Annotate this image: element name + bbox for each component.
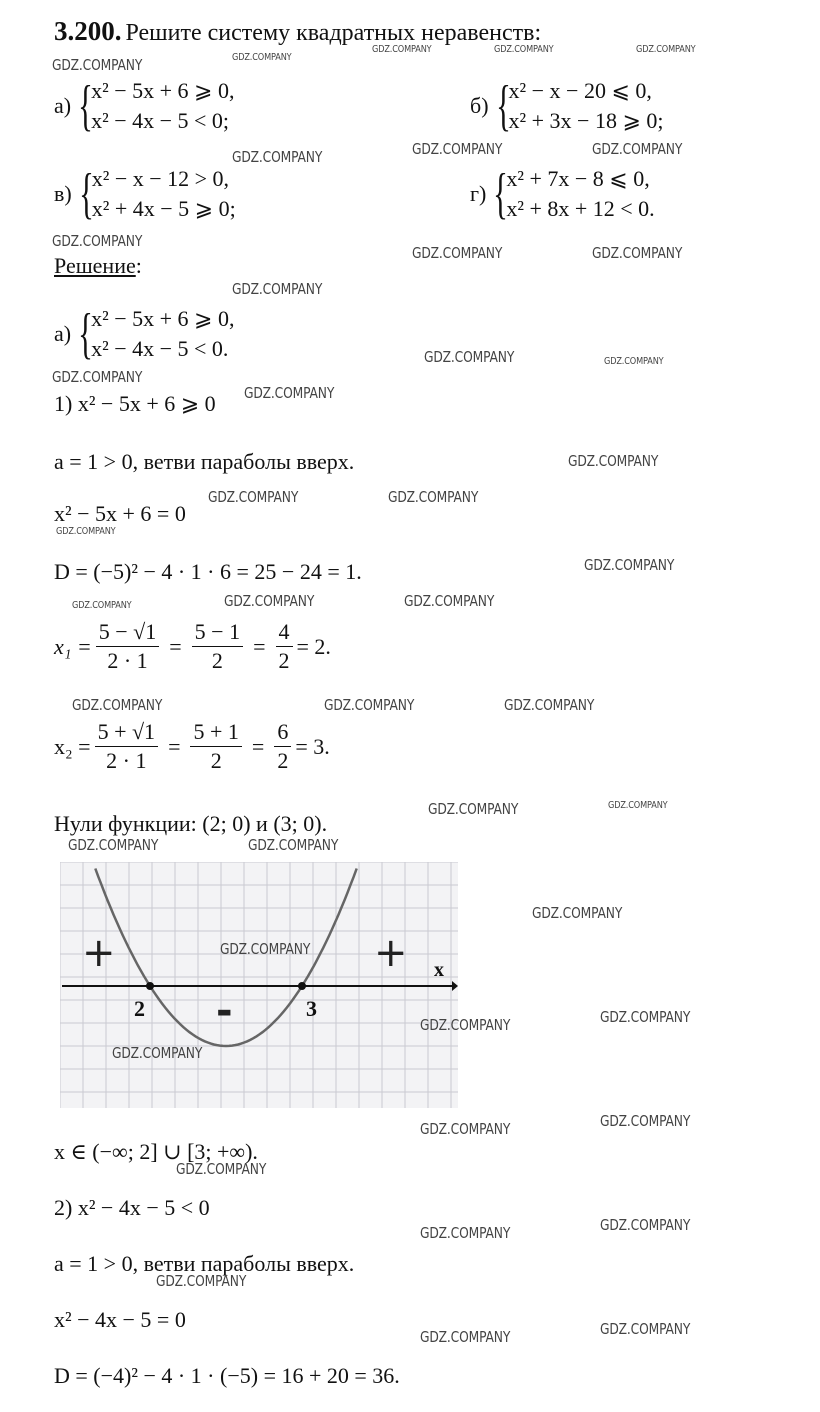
system-label: а) xyxy=(54,321,72,346)
watermark: GDZ.COMPANY xyxy=(52,368,143,386)
watermark: GDZ.COMPANY xyxy=(584,556,675,574)
task-header xyxy=(54,16,541,47)
system-line: x² − x − 12 > 0, xyxy=(91,166,230,191)
watermark: GDZ.COMPANY xyxy=(244,384,335,402)
watermark: GDZ.COMPANY xyxy=(72,696,163,714)
minus-sign: - xyxy=(216,988,233,1034)
watermark: GDZ.COMPANY xyxy=(388,488,479,506)
watermark: GDZ.COMPANY xyxy=(208,488,299,506)
leading-coefficient-line: a = 1 > 0, ветви параболы вверх. xyxy=(54,449,355,474)
watermark: GDZ.COMPANY xyxy=(420,1120,511,1138)
function-zeros: Нули функции: (2; 0) и (3; 0). xyxy=(54,811,328,836)
fraction: $\frac{5 + 1}{2}$ xyxy=(190,718,241,775)
watermark: GDZ.COMPANY xyxy=(404,592,495,610)
watermark: GDZ.COMPANY xyxy=(324,696,415,714)
watermark: GDZ.COMPANY xyxy=(372,44,432,55)
system-line: x² + 8x + 12 < 0. xyxy=(506,196,655,221)
watermark: GDZ.COMPANY xyxy=(412,244,503,262)
fraction: $\frac{5 + √1}{2 \cdot 1}$ xyxy=(95,718,158,775)
watermark: GDZ.COMPANY xyxy=(494,44,554,55)
system-line: x² − 4x − 5 < 0; xyxy=(91,108,230,133)
system-line: x² − x − 20 ⩽ 0, xyxy=(508,78,652,103)
parabola-graph xyxy=(60,862,458,1108)
watermark: GDZ.COMPANY xyxy=(600,1112,691,1130)
watermark: GDZ.COMPANY xyxy=(248,836,339,854)
root-point-2 xyxy=(146,982,154,990)
watermark: GDZ.COMPANY xyxy=(224,592,315,610)
watermark: GDZ.COMPANY xyxy=(156,1272,247,1290)
axis-label-x: x xyxy=(434,959,444,981)
answer-1: x ∈ (−∞; 2] ∪ [3; +∞). xyxy=(54,1139,258,1164)
step-1: 1) x² − 5x + 6 ⩾ 0 xyxy=(54,391,216,416)
watermark: GDZ.COMPANY xyxy=(420,1224,511,1242)
watermark: GDZ.COMPANY xyxy=(608,800,668,811)
equation-1: x² − 5x + 6 = 0 xyxy=(54,501,186,526)
fraction: $\frac{5 - 1}{2}$ xyxy=(192,618,243,675)
system-b xyxy=(470,76,664,136)
watermark: GDZ.COMPANY xyxy=(600,1008,691,1026)
watermark: GDZ.COMPANY xyxy=(412,140,503,158)
system-line: x² − 5x + 6 ⩾ 0, xyxy=(91,306,235,331)
watermark: GDZ.COMPANY xyxy=(220,940,311,958)
brace: { xyxy=(78,303,94,365)
watermark: GDZ.COMPANY xyxy=(428,800,519,818)
system-line: x² − 5x + 6 ⩾ 0, xyxy=(91,78,235,103)
watermark: GDZ.COMPANY xyxy=(424,348,515,366)
watermark: GDZ.COMPANY xyxy=(72,600,132,611)
fraction: $\frac{5 - √1}{2 \cdot 1}$ xyxy=(96,618,159,675)
system-line: x² + 7x − 8 ⩽ 0, xyxy=(506,166,650,191)
watermark: GDZ.COMPANY xyxy=(232,148,323,166)
watermark: GDZ.COMPANY xyxy=(52,56,143,74)
brace: { xyxy=(495,75,511,137)
watermark: GDZ.COMPANY xyxy=(604,356,664,367)
system-label: а) xyxy=(54,93,72,118)
root-label-2: 2 xyxy=(134,996,145,1021)
watermark: GDZ.COMPANY xyxy=(56,526,116,537)
solution-system-a xyxy=(54,304,234,364)
task-text: Решите систему квадратных неравенств: xyxy=(125,20,542,46)
brace: { xyxy=(493,163,509,225)
watermark: GDZ.COMPANY xyxy=(504,696,595,714)
root-point-3 xyxy=(298,982,306,990)
step-2: 2) x² − 4x − 5 < 0 xyxy=(54,1195,210,1220)
watermark: GDZ.COMPANY xyxy=(52,232,143,250)
solution-heading: Решение: xyxy=(54,253,142,278)
watermark: GDZ.COMPANY xyxy=(532,904,623,922)
system-line: x² + 3x − 18 ⩾ 0; xyxy=(508,108,664,133)
system-label: б) xyxy=(470,93,489,118)
watermark: GDZ.COMPANY xyxy=(232,52,292,63)
watermark: GDZ.COMPANY xyxy=(232,280,323,298)
plus-sign-right: + xyxy=(374,930,408,976)
watermark: GDZ.COMPANY xyxy=(176,1160,267,1178)
system-v xyxy=(54,164,236,224)
brace: { xyxy=(78,163,94,225)
system-label: г) xyxy=(470,181,487,206)
fraction: $\frac{6}{2}$ xyxy=(274,718,291,775)
watermark: GDZ.COMPANY xyxy=(592,140,683,158)
fraction: $\frac{4}{2}$ xyxy=(276,618,293,675)
leading-coefficient-line-2: a = 1 > 0, ветви параболы вверх. xyxy=(54,1251,355,1276)
root-x2: x₂ = $\frac{5 + √1}{2 \cdot 1}$ = $\frac{5 + 1}{2}$ = $\frac{6}{2}$ = 3. xyxy=(54,719,330,773)
watermark: GDZ.COMPANY xyxy=(636,44,696,55)
watermark: GDZ.COMPANY xyxy=(600,1320,691,1338)
root-x1: x₁ = $\frac{5 - √1}{2 \cdot 1}$ = $\frac{5 - 1}{2}$ = $\frac{4}{2}$ = 2. xyxy=(54,619,331,673)
watermark: GDZ.COMPANY xyxy=(68,836,159,854)
discriminant-2: D = (−4)² − 4 · 1 · (−5) = 16 + 20 = 36. xyxy=(54,1363,400,1388)
system-label: в) xyxy=(54,181,72,206)
watermark: GDZ.COMPANY xyxy=(568,452,659,470)
watermark: GDZ.COMPANY xyxy=(592,244,683,262)
equation-2: x² − 4x − 5 = 0 xyxy=(54,1307,186,1332)
watermark: GDZ.COMPANY xyxy=(112,1044,203,1062)
watermark: GDZ.COMPANY xyxy=(420,1016,511,1034)
system-g xyxy=(470,164,655,224)
system-a xyxy=(54,76,234,136)
root-label-3: 3 xyxy=(306,996,317,1021)
brace: { xyxy=(78,75,94,137)
watermark: GDZ.COMPANY xyxy=(600,1216,691,1234)
watermark: GDZ.COMPANY xyxy=(420,1328,511,1346)
task-number: 3.200. xyxy=(54,16,122,46)
system-line: x² + 4x − 5 ⩾ 0; xyxy=(91,196,236,221)
system-line: x² − 4x − 5 < 0. xyxy=(91,336,229,361)
discriminant-1: D = (−5)² − 4 · 1 · 6 = 25 − 24 = 1. xyxy=(54,559,362,584)
plus-sign-left: + xyxy=(82,930,116,976)
